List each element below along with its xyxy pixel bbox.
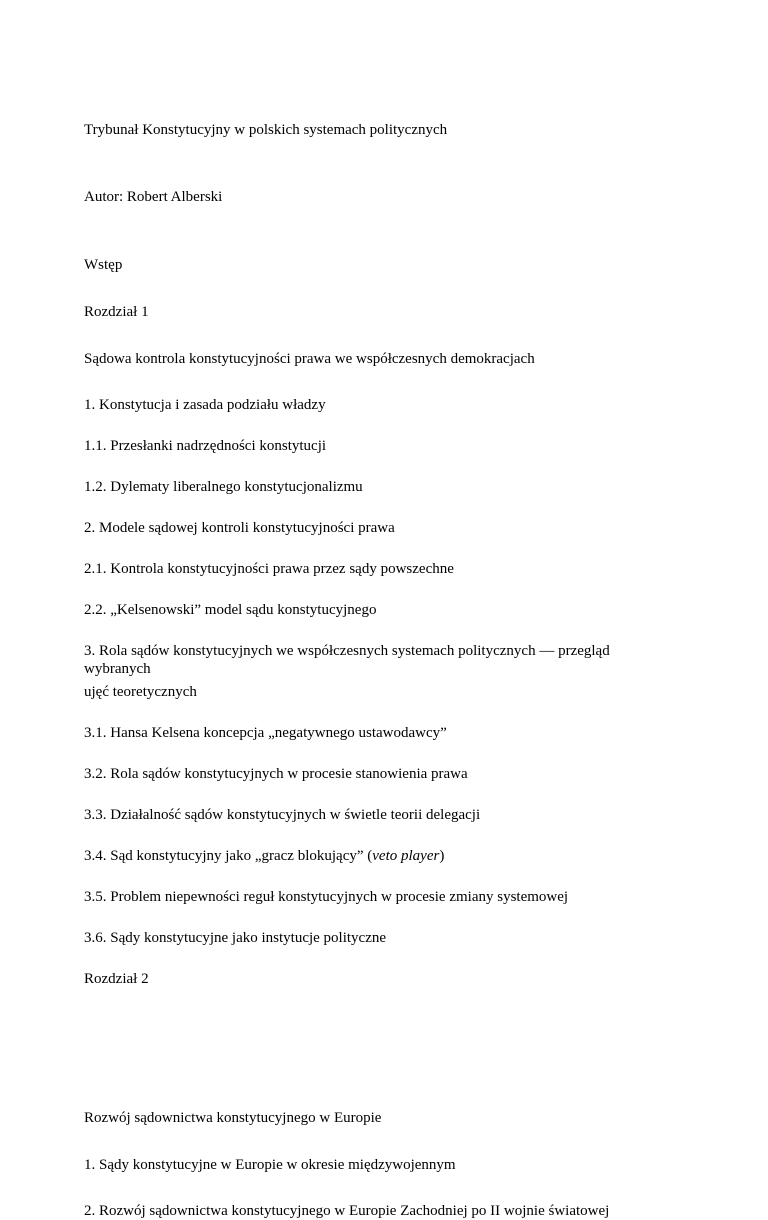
- toc-item-italic-term: veto player: [372, 848, 440, 864]
- toc-item-text: ): [439, 848, 445, 864]
- toc-item: 2.2. „Kelsenowski” model sądu konstytucyjnego: [84, 602, 377, 618]
- toc-chapter-2: Rozdział 2: [84, 971, 149, 987]
- toc-chapter-1-title: Sądowa kontrola konstytucyjności prawa we współczesnych demokracjach: [84, 351, 535, 367]
- toc-item: 1.2. Dylematy liberalnego konstytucjonalizmu: [84, 479, 363, 495]
- document-author: Autor: Robert Alberski: [84, 189, 223, 205]
- toc-chapter-2-title: Rozwój sądownictwa konstytucyjnego w Europie: [84, 1110, 382, 1126]
- toc-item: 1. Konstytucja i zasada podziału władzy: [84, 397, 326, 413]
- toc-item: 2.1. Kontrola konstytucyjności prawa przez sądy powszechne: [84, 561, 454, 577]
- toc-intro: Wstęp: [84, 257, 123, 273]
- toc-item: [84, 847, 444, 865]
- toc-chapter-1: Rozdział 1: [84, 304, 149, 320]
- toc-item: 3.3. Działalność sądów konstytucyjnych w świetle teorii delegacji: [84, 807, 481, 823]
- toc-item: 3.6. Sądy konstytucyjne jako instytucje polityczne: [84, 930, 387, 946]
- toc-item: 3.2. Rola sądów konstytucyjnych w procesie stanowienia prawa: [84, 766, 468, 782]
- toc-item: 2. Rozwój sądownictwa konstytucyjnego w Europie Zachodniej po II wojnie światowej: [84, 1203, 610, 1219]
- toc-item: 3.5. Problem niepewności reguł konstytucyjnych w procesie zmiany systemowej: [84, 889, 569, 905]
- document-title: Trybunał Konstytucyjny w polskich systemach politycznych: [84, 122, 448, 138]
- toc-item-text: 3.4. Sąd konstytucyjny jako „gracz blokujący” (: [84, 848, 373, 864]
- toc-item: 1.1. Przesłanki nadrzędności konstytucji: [84, 438, 327, 454]
- toc-item: 1. Sądy konstytucyjne w Europie w okresie międzywojennym: [84, 1157, 456, 1173]
- toc-item: 3.1. Hansa Kelsena koncepcja „negatywnego ustawodawcy”: [84, 725, 447, 741]
- toc-item: 3. Rola sądów konstytucyjnych we współczesnych systemach politycznych — przegląd wybranych: [84, 643, 610, 677]
- toc-item-continuation: ujęć teoretycznych: [84, 684, 197, 700]
- toc-item: 2. Modele sądowej kontroli konstytucyjności prawa: [84, 520, 395, 536]
